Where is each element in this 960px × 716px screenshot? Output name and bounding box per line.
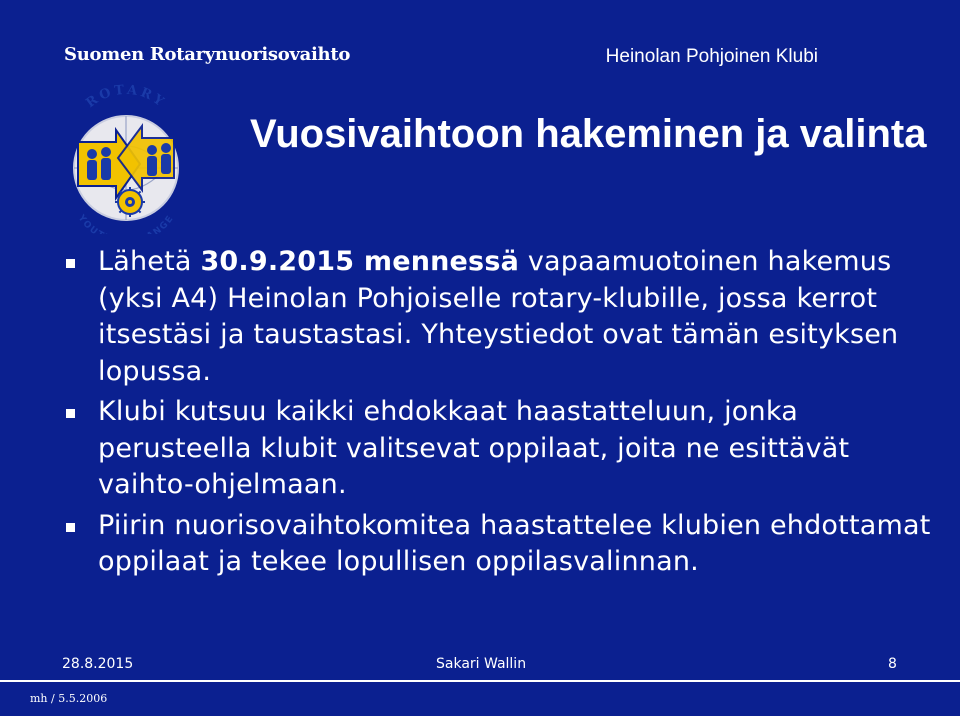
bullet-marker-icon: [66, 523, 75, 532]
bullet-3-text: Piirin nuorisovaihtokomitea haastattelee klubien ehdottamat oppilaat ja tekee lopullisen oppilasvalinnan.: [98, 509, 931, 577]
organization-name: Suomen Rotarynuorisovaihto: [64, 44, 351, 65]
bullet-text-3: [98, 508, 942, 581]
bullet-list: [62, 244, 942, 585]
bullet-marker-icon: [66, 409, 75, 418]
bullet-1-suffix: vapaamuotoinen hakemus (yksi A4) Heinolan Pohjoiselle rotary-klubille, jossa kerrot itsestäsi ja taustastasi. Yhteystiedot ovat tämän esityksen lopussa.: [98, 246, 899, 387]
bullet-item-3: [62, 508, 942, 581]
logo-text-bottom: YOU NGE: [75, 213, 177, 234]
bullet-text-2: [98, 394, 942, 504]
footer-divider: [0, 680, 960, 682]
logo-text-top: ROTARY: [83, 84, 169, 112]
logo-icon: [56, 84, 196, 234]
bullet-text-1: [98, 244, 942, 390]
bullet-2-text: Klubi kutsuu kaikki ehdokkaat haastatteluun, jonka perusteella klubit valitsevat oppilaat, joita ne esittävät vaihto-ohjelmaan.: [98, 396, 850, 500]
bullet-item-2: [62, 394, 942, 504]
club-name: Heinolan Pohjoinen Klubi: [605, 46, 818, 67]
footer-mark: mh / 5.5.2006: [30, 692, 108, 705]
bullet-1-prefix: Lähetä: [98, 246, 201, 277]
footer-author: Sakari Wallin: [436, 656, 527, 672]
bullet-item-1: [62, 244, 942, 390]
footer-date: 28.8.2015: [62, 656, 134, 672]
page-number: 8: [888, 656, 897, 672]
bullet-marker-icon: [66, 259, 75, 268]
rotary-youth-exchange-logo: [56, 84, 196, 234]
bullet-1-deadline: 30.9.2015 mennessä: [200, 246, 520, 277]
slide-title: Vuosivaihtoon hakeminen ja valinta: [250, 112, 927, 156]
svg-text:ROTARY: [83, 84, 168, 111]
